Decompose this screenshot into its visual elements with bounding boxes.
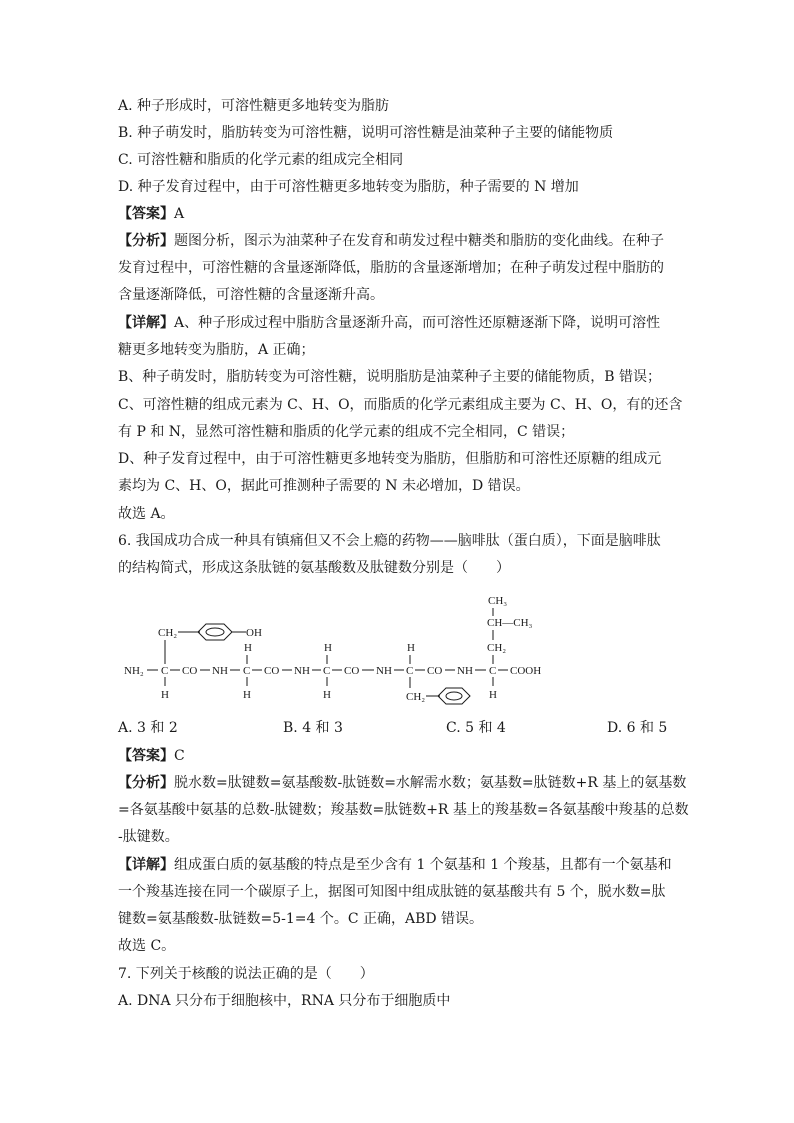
ch3-top-label: CH₃	[488, 595, 508, 607]
q6-stem-line-2: 的结构简式，形成这条肽链的氨基酸数及肽键数分别是（ ）	[118, 560, 510, 576]
h-bottom-5: H	[489, 689, 497, 701]
q5-detail-line-2: 糖更多地转变为脂肪，A 正确；	[118, 342, 315, 358]
c-2: C	[243, 665, 251, 677]
benzene-ring-phe	[438, 688, 470, 704]
q6-detail-line-3: 键数=氨基酸数-肽链数=5-1=4 个。C 正确，ABD 错误。	[118, 911, 484, 927]
h-top-2: H	[324, 642, 332, 654]
q5-analysis-line-3: 含量逐渐降低，可溶性糖的含量逐渐升高。	[118, 287, 384, 303]
h-bottom-2: H	[243, 689, 251, 701]
nh2-label: NH₂	[124, 665, 144, 677]
q5-detail-line-1	[118, 313, 660, 333]
c-3: C	[323, 665, 331, 677]
co-4: CO	[427, 665, 443, 677]
answer-tag: 【答案】	[118, 748, 174, 764]
ch2-tyr-label: CH₂	[158, 627, 178, 639]
analysis-text: 脱水数=肽键数=氨基酸数-肽链数=水解需水数；氨基数=肽链数+R 基上的氨基数	[174, 775, 687, 791]
q5-option-c: C. 可溶性糖和脂质的化学元素的组成完全相同	[118, 152, 404, 168]
detail-text: 组成蛋白质的氨基酸的特点是至少含有 1 个氨基和 1 个羧基，且都有一个氨基和	[174, 857, 672, 873]
q5-detail-line-6: D、种子发育过程中，由于可溶性糖更多地转变为脂肪，但脂肪和可溶性还原糖的组成元	[118, 451, 662, 467]
h-top-3: H	[407, 642, 415, 654]
nh-2: NH	[294, 665, 310, 677]
q6-option-d: D. 6 和 5	[607, 720, 668, 736]
ch-ch3-label: CH—CH₃	[487, 617, 533, 629]
q6-option-c: C. 5 和 4	[446, 720, 506, 736]
nh-3: NH	[376, 665, 392, 677]
co-1: CO	[182, 665, 198, 677]
q5-conclusion: 故选 A。	[118, 506, 175, 522]
q5-analysis-line-2: 发育过程中，可溶性糖的含量逐渐降低，脂肪的含量逐渐增加；在种子萌发过程中脂肪的	[118, 260, 664, 276]
co-3: CO	[344, 665, 360, 677]
q6-option-b: B. 4 和 3	[283, 720, 343, 736]
q7-option-a: A. DNA 只分布于细胞核中，RNA 只分布于细胞质中	[118, 993, 451, 1009]
peptide-structure-diagram	[118, 588, 558, 706]
c-1: C	[161, 665, 169, 677]
c-4: C	[406, 665, 414, 677]
q5-analysis-line-1	[118, 231, 664, 251]
answer-value: A	[174, 206, 185, 222]
h-top-1: H	[244, 642, 252, 654]
q7-stem: 7. 下列关于核酸的说法正确的是（ ）	[118, 966, 374, 982]
q6-analysis-line-1	[118, 773, 686, 793]
q6-stem-line-1: 6. 我国成功合成一种具有镇痛但又不会上瘾的药物——脑啡肽（蛋白质），下面是脑啡肽	[118, 533, 661, 549]
q5-option-b: B. 种子萌发时，脂肪转变为可溶性糖，说明可溶性糖是油菜种子主要的储能物质	[118, 125, 614, 141]
q5-option-d: D. 种子发育过程中，由于可溶性糖更多地转变为脂肪，种子需要的 N 增加	[118, 179, 579, 195]
benzene-ring-tyr	[198, 624, 232, 640]
detail-tag: 【详解】	[118, 315, 174, 331]
q6-detail-line-2: 一个羧基连接在同一个碳原子上，据图可知图中组成肽链的氨基酸共有 5 个，脱水数=肽	[118, 884, 666, 900]
q5-option-a: A. 种子形成时，可溶性糖更多地转变为脂肪	[118, 98, 390, 114]
answer-value: C	[174, 748, 185, 764]
q6-answer	[118, 746, 185, 766]
q6-option-a: A. 3 和 2	[118, 720, 178, 736]
analysis-tag: 【分析】	[118, 775, 174, 791]
q6-detail-line-1	[118, 855, 672, 875]
q6-analysis-line-3: -肽键数。	[118, 829, 179, 845]
q5-detail-line-7: 素均为 C、H、O，据此可推测种子需要的 N 未必增加，D 错误。	[118, 478, 530, 494]
h-bottom-1: H	[161, 689, 169, 701]
c-5: C	[489, 665, 497, 677]
analysis-tag: 【分析】	[118, 233, 174, 249]
answer-tag: 【答案】	[118, 206, 174, 222]
q6-analysis-line-2: =各氨基酸中氨基的总数-肽键数；羧基数=肽链数+R 基上的羧基数=各氨基酸中羧基的总数	[118, 802, 689, 818]
co-2: CO	[264, 665, 280, 677]
detail-text: A、种子形成过程中脂肪含量逐渐升高，而可溶性还原糖逐渐下降，说明可溶性	[174, 315, 661, 331]
analysis-text: 题图分析，图示为油菜种子在发育和萌发过程中糖类和脂肪的变化曲线。在种子	[174, 233, 664, 249]
ch2-leu-label: CH₂	[487, 642, 507, 654]
nh-1: NH	[212, 665, 228, 677]
nh-4: NH	[457, 665, 473, 677]
q5-detail-line-4: C、可溶性糖的组成元素为 C、H、O，而脂质的化学元素组成主要为 C、H、O，有的还含	[118, 397, 683, 413]
q5-detail-line-3: B、种子萌发时，脂肪转变为可溶性糖，说明脂肪是油菜种子主要的储能物质，B 错误；	[118, 369, 662, 385]
q5-detail-line-5: 有 P 和 N，显然可溶性糖和脂质的化学元素的组成不完全相同，C 错误；	[118, 424, 575, 440]
ch2-phe-label: CH₂	[406, 691, 426, 703]
h-bottom-3: H	[323, 689, 331, 701]
oh-label: OH	[246, 627, 262, 639]
q5-answer	[118, 204, 184, 224]
q6-conclusion: 故选 C。	[118, 938, 176, 954]
cooh-label: COOH	[510, 665, 542, 677]
detail-tag: 【详解】	[118, 857, 174, 873]
